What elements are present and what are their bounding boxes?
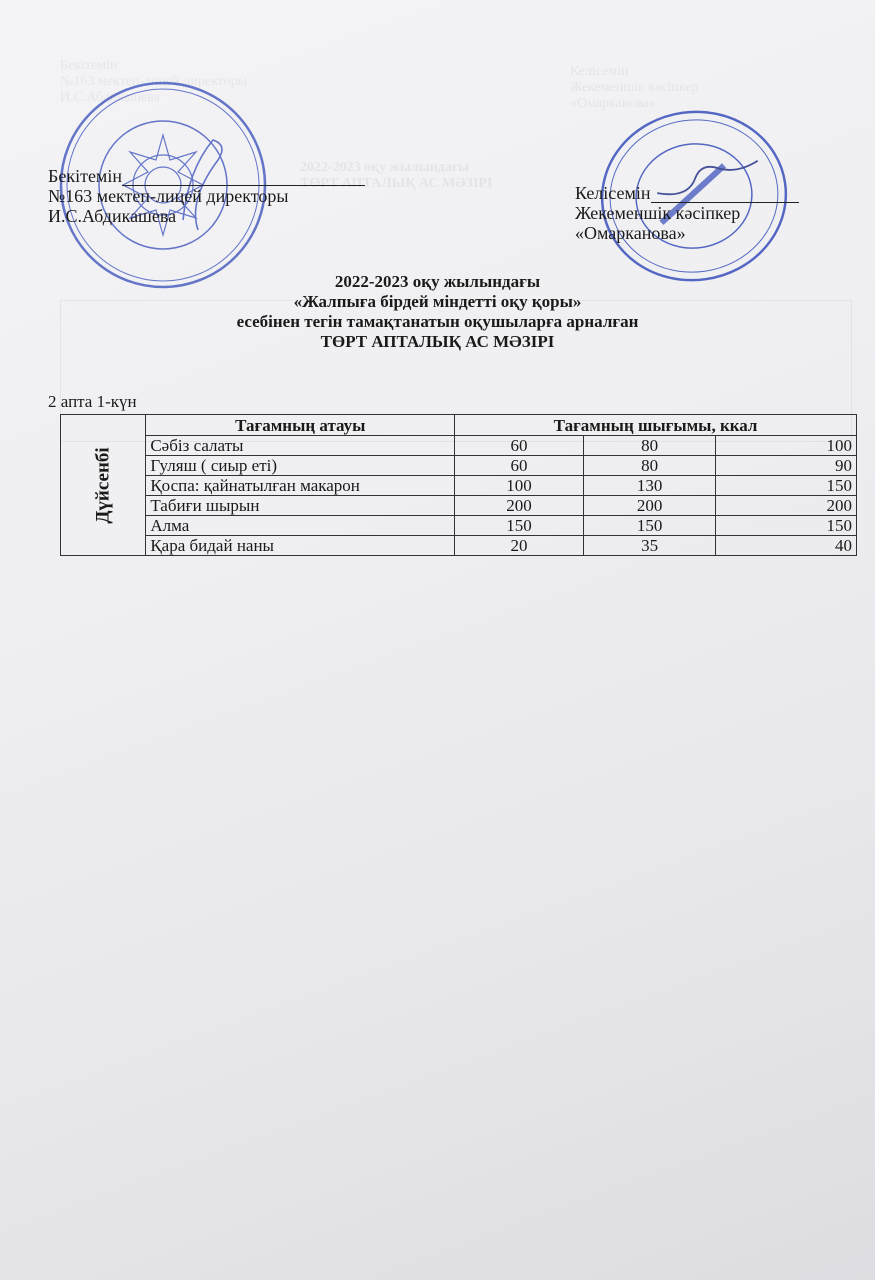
yield-value-2: 130 (583, 476, 715, 496)
table-row (61, 436, 857, 456)
yield-value-3: 150 (716, 476, 857, 496)
document-title (0, 272, 875, 352)
approve-label: Бекітемін (48, 166, 122, 186)
yield-value-3: 100 (716, 436, 857, 456)
yield-value-2: 150 (583, 516, 715, 536)
table-row (61, 476, 857, 496)
yield-value-2: 80 (583, 456, 715, 476)
dish-name: Табиғи шырын (146, 496, 455, 516)
yield-value-3: 40 (716, 536, 857, 556)
yield-value-2: 200 (583, 496, 715, 516)
day-name-cell (61, 415, 146, 556)
dish-name: Алма (146, 516, 455, 536)
title-line-1: 2022-2023 оқу жылындағы (334, 272, 541, 291)
yield-value-1: 100 (455, 476, 584, 496)
title-line-2: «Жалпыға бірдей міндетті оқу қоры» (293, 292, 582, 311)
yield-value-2: 35 (583, 536, 715, 556)
title-line-4: ТӨРТ АПТАЛЫҚ АС МӘЗІРІ (320, 332, 555, 351)
dish-name: Қоспа: қайнатылған макарон (146, 476, 455, 496)
yield-value-1: 60 (455, 456, 584, 476)
table-header-row (61, 415, 857, 436)
yield-value-2: 80 (583, 436, 715, 456)
dish-name-header: Тағамның атауы (146, 415, 455, 436)
yield-value-1: 20 (455, 536, 584, 556)
dish-name: Сәбіз салаты (146, 436, 455, 456)
yield-value-3: 200 (716, 496, 857, 516)
dish-name: Гуляш ( сиыр еті) (146, 456, 455, 476)
yield-value-1: 60 (455, 436, 584, 456)
yield-value-3: 150 (716, 516, 857, 536)
yield-value-3: 90 (716, 456, 857, 476)
week-day-label: 2 апта 1-күн (48, 392, 137, 411)
table-row (61, 536, 857, 556)
table-row (61, 496, 857, 516)
table-row (61, 456, 857, 476)
agree-label: Келісемін (575, 183, 651, 203)
director-position: №163 мектеп-лицей директоры (48, 186, 289, 206)
entrepreneur-name: «Омарканова» (575, 223, 686, 243)
bleed-through-text: Бекітемін №163 мектеп-лицей директоры И.С.Абдикашева (60, 58, 247, 105)
dish-name: Қара бидай наны (146, 536, 455, 556)
menu-table (60, 414, 857, 556)
director-name: И.С.Абдикашева (48, 206, 177, 226)
bleed-through-text: 2022-2023 оқу жылындағы ТӨРТ АПТАЛЫҚ АС МӘЗІРІ (300, 160, 493, 191)
table-row (61, 516, 857, 536)
yield-header: Тағамның шығымы, ккал (455, 415, 857, 436)
approval-block (48, 166, 365, 226)
yield-value-1: 150 (455, 516, 584, 536)
day-name: Дүйсенбі (92, 446, 114, 524)
yield-value-1: 200 (455, 496, 584, 516)
agreement-block (575, 183, 799, 243)
entrepreneur-position: Жекеменшік кәсіпкер (575, 203, 741, 223)
bleed-through-text: Келісемін Жекеменшік кәсіпкер «Омарканова» (570, 64, 699, 111)
title-line-3: есебінен тегін тамақтанатын оқушыларға арналған (236, 312, 639, 331)
